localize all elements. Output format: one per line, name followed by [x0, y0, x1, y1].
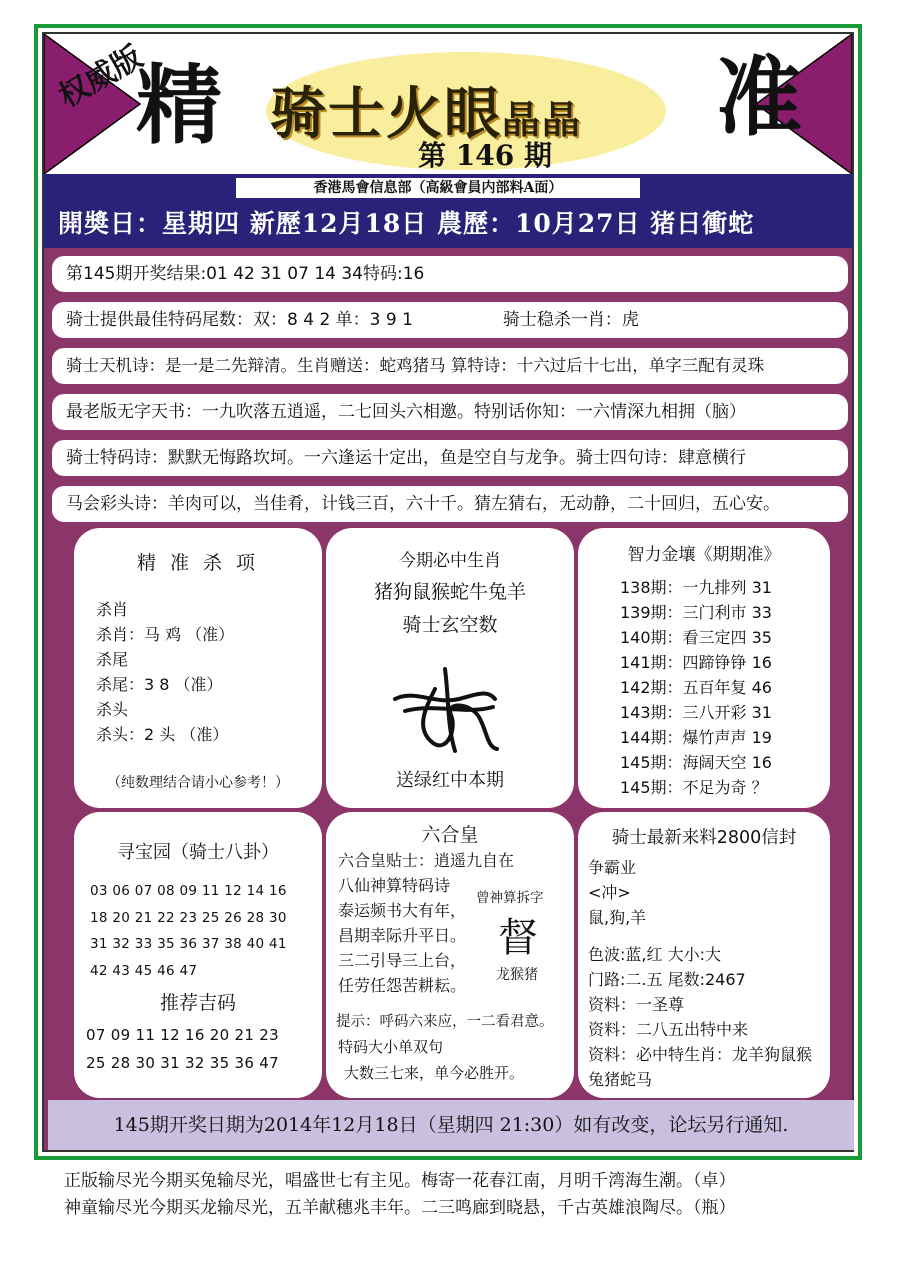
- zhili-item: 141期：四蹄铮铮 16: [620, 653, 772, 672]
- lucky-number-row: 07 09 11 12 16 20 21 23: [86, 1026, 279, 1044]
- zhili-item: 138期：一九排列 31: [620, 578, 772, 597]
- zhili-item: 139期：三门利市 33: [620, 603, 772, 622]
- info-band: [44, 174, 852, 248]
- kill-item: 杀头: [96, 700, 129, 719]
- zhili-item: 140期：看三定四 35: [620, 628, 772, 647]
- panel-xunbao: [74, 812, 322, 1098]
- liuhe-list: [338, 848, 514, 998]
- notice-band: [48, 1100, 854, 1150]
- latest-list2: [588, 942, 830, 1092]
- kill-item: 杀头：2 头 （准）: [96, 725, 229, 744]
- notice-text: 145期开奖日期为2014年12月18日（星期四 21:30）如有改变，论坛另行通知.: [113, 1114, 789, 1136]
- kill-item: 杀肖：马 鸡 （准）: [96, 625, 235, 644]
- bottom-line-1: 正版输尽光今期买兔输尽光，唱盛世七有主见。梅寄一花春江南，月明千湾海生潮。（卓）: [64, 1171, 736, 1191]
- panel-kill-title: 精 准 杀 项: [136, 552, 260, 574]
- left-big-char: 精: [136, 55, 222, 156]
- chaizi-char: 督: [498, 915, 538, 961]
- latest-item: 鼠,狗,羊: [588, 908, 647, 927]
- liuhe-item: 昌期幸际升平日。: [338, 926, 467, 945]
- bottom-line-2: 神童输尽光今期买龙输尽光，五羊献穗兆丰年。二三鸣廊到晓悬，千古英雄浪陶尽。（瓶）: [64, 1198, 736, 1218]
- xunbao-title: 寻宝园（骑士八卦）: [117, 842, 279, 863]
- lucky-numbers: [86, 1021, 322, 1077]
- panel-liuhe: [326, 812, 574, 1098]
- title-small: 晶晶: [502, 97, 583, 142]
- panel-zhili: [578, 528, 830, 808]
- panel-zodiac: [326, 528, 574, 808]
- liuhe-item: 任劳任怨苦耕耘。: [338, 976, 467, 995]
- edition-label: 权威版: [53, 39, 149, 115]
- zhili-item: 143期：三八开彩 31: [620, 703, 772, 722]
- zodiac-bottom: 送绿红中本期: [396, 770, 504, 791]
- kill-one-text: 骑士稳杀一肖：虎: [502, 310, 639, 330]
- zhili-item: 145期：不足为奇 ？: [620, 778, 768, 797]
- liuhe-title: 六合皇: [421, 824, 479, 846]
- latest-item: 门路:二.五 尾数:2467: [588, 970, 746, 989]
- panel-kill: [74, 528, 322, 808]
- liuhe-tail1: 特码大小单双句: [338, 1038, 444, 1056]
- latest-item: 兔猪蛇马: [588, 1070, 653, 1089]
- latest-item: 争霸业: [588, 858, 637, 877]
- liuhe-tip: 提示：呼码六来应，一二看君意。: [336, 1014, 554, 1030]
- lucky-title: 推荐吉码: [159, 992, 236, 1014]
- right-big-char: 准: [716, 47, 802, 148]
- tianji-text: 骑士天机诗：是一是二先辩清。生肖赠送：蛇鸡猪马 算特诗：十六过后十七出，单字三配有灵珠: [66, 356, 765, 375]
- zhili-item: 142期：五百年复 46: [620, 678, 772, 697]
- zhili-title: 智力金壤《期期准》: [627, 545, 781, 565]
- row-caitou: [52, 486, 848, 522]
- issue-number: 第 146 期: [418, 139, 552, 172]
- special-text: 骑士特码诗：默默无悔路坎坷。一六逢运十定出，鱼是空自与龙争。骑士四句诗：肆意横行: [66, 448, 746, 468]
- draw-date-line: 開奬日：星期四 新歷12月18日 農歷：10月27日 猪日衝蛇: [58, 209, 755, 238]
- title-main: 骑士火眼: [270, 81, 502, 147]
- kill-item: 杀尾: [96, 650, 129, 669]
- department-label: 香港馬會信息部（高級會員内部料A面）: [236, 178, 640, 198]
- liuhe-item: 八仙神算特码诗: [338, 876, 451, 895]
- lucky-number-row: 25 28 30 31 32 35 36 47: [86, 1054, 279, 1072]
- panel-latest: [578, 812, 830, 1098]
- zhili-list: [620, 575, 830, 800]
- outer-frame: [34, 24, 862, 1160]
- signature-icon: [375, 659, 525, 759]
- poster-body: [42, 32, 854, 1152]
- xunbao-number-row: 31 32 33 35 36 37 38 40 41: [90, 936, 287, 952]
- liuhe-item: 六合皇贴士：逍遥九自在: [338, 851, 515, 870]
- row-tianji: [52, 348, 848, 384]
- kill-list: [96, 597, 322, 747]
- liuhe-item: 泰运频书大有年，: [338, 901, 467, 920]
- chaizi-label: 曾神算拆字: [476, 890, 544, 906]
- kill-item: 杀尾：3 8 （准）: [96, 675, 223, 694]
- xunbao-number-row: 42 43 45 46 47: [90, 962, 198, 979]
- result-text: 第145期开奖结果:01 42 31 07 14 34特码:16: [66, 264, 425, 284]
- caitou-text: 马会彩头诗：羊肉可以，当佳肴，计钱三百，六十千。猜左猜右，无动静，二十回归，五心安。: [66, 494, 780, 514]
- row-result: [52, 256, 848, 292]
- tail-text: 骑士提供最佳特码尾数：双：8 4 2 单：3 9 1: [66, 310, 413, 330]
- latest-item: 色波:蓝,红 大小:大: [588, 945, 721, 964]
- liuhe-tail2: 大数三七来，单今必胜开。: [344, 1064, 525, 1082]
- xunbao-numbers: [90, 878, 322, 984]
- latest-item: 资料：一圣尊: [588, 995, 685, 1014]
- zhili-item: 145期：海阔天空 16: [620, 753, 772, 772]
- zodiac-line1: 今期必中生肖: [399, 551, 501, 571]
- wuzi-text: 最老版无字天书：一九吹落五逍遥，二七回头六相邀。特别话你知：一六情深九相拥（脑）: [66, 402, 746, 422]
- row-wuzi: [52, 394, 848, 430]
- xunbao-number-row: 03 06 07 08 09 11 12 14 16: [90, 883, 287, 899]
- chaizi-bottom: 龙猴猪: [496, 967, 538, 983]
- latest-item: 资料：二八五出特中来: [588, 1020, 749, 1039]
- row-special: [52, 440, 848, 476]
- xunbao-number-row: 18 20 21 22 23 25 26 28 30: [90, 909, 287, 926]
- latest-list: [588, 855, 830, 930]
- zodiac-line3: 骑士玄空数: [402, 614, 498, 636]
- zodiac-line2: 猪狗鼠猴蛇牛兔羊: [373, 581, 526, 603]
- latest-item: 资料：必中特生肖：龙羊狗鼠猴: [588, 1045, 813, 1064]
- row-tail: [52, 302, 848, 338]
- kill-item: 杀肖: [96, 600, 129, 619]
- liuhe-item: 三二引导三上台，: [338, 951, 467, 970]
- latest-title: 骑士最新来料2800信封: [611, 828, 797, 848]
- zhili-item: 144期：爆竹声声 19: [620, 728, 772, 747]
- kill-note: （纯数理结合请小心参考！）: [107, 775, 289, 791]
- latest-item: <冲>: [588, 883, 631, 902]
- header: [44, 34, 852, 174]
